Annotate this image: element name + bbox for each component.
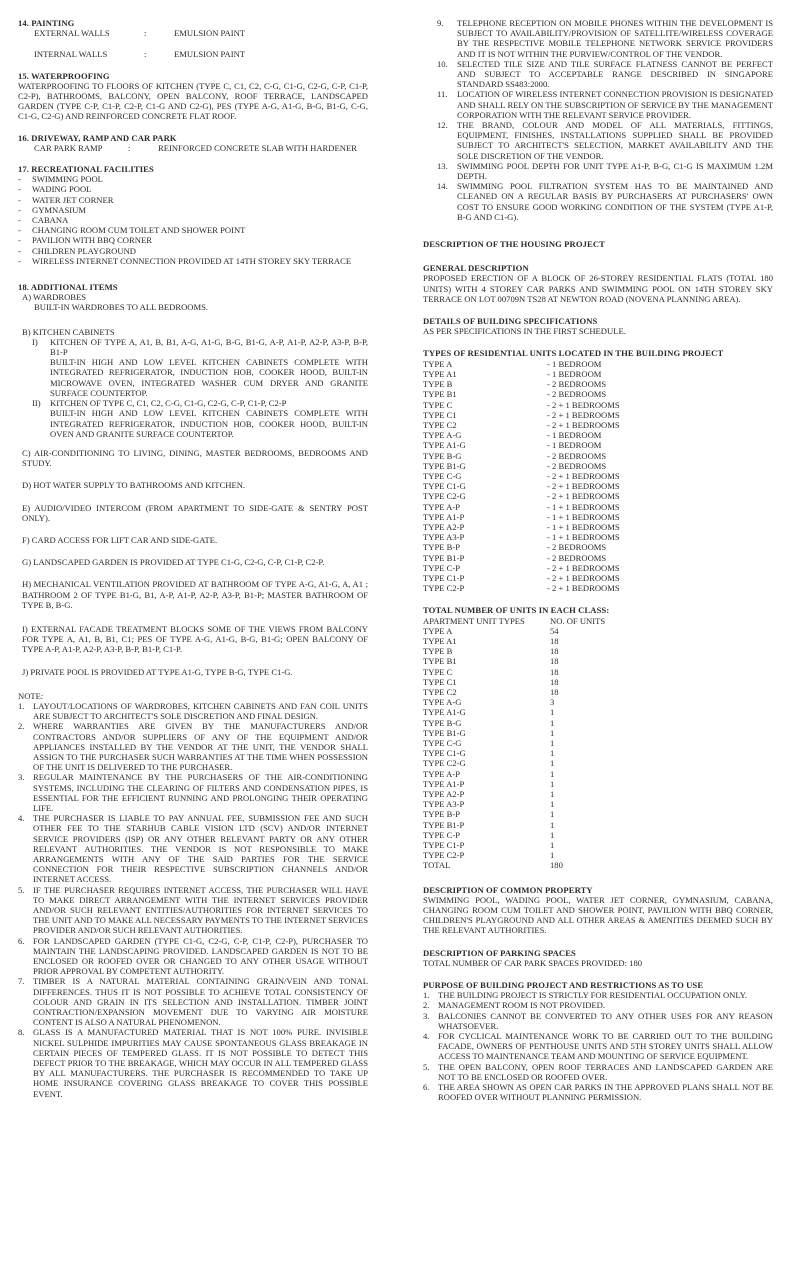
unit-type-cell: TYPE C1-G: [423, 481, 466, 492]
section-heading: GENERAL DESCRIPTION: [423, 263, 529, 274]
table-row: [423, 799, 773, 809]
list-item: 5. THE OPEN BALCONY, OPEN ROOF TERRACES AND LANDSCAPED GARDEN ARE NOT TO BE ENCLOSED OR ROOFED OVER.: [423, 1061, 773, 1082]
unit-value-cell: 1: [550, 748, 555, 759]
unit-type-cell: TOTAL: [423, 860, 451, 871]
item-a-title: A) WARDROBES: [22, 292, 87, 303]
unit-value-cell: - 2 + 1 BEDROOMS: [547, 491, 620, 502]
section-heading: TOTAL NUMBER OF UNITS IN EACH CLASS:: [423, 605, 610, 616]
unit-value-cell: - 1 BEDROOM: [547, 358, 602, 369]
section-text: TOTAL NUMBER OF CAR PARK SPACES PROVIDED: 180: [423, 957, 643, 968]
list-item: 3. BALCONIES CANNOT BE CONVERTED TO ANY OTHER USES FOR ANY REASON WHATSOEVER.: [423, 1010, 773, 1031]
section-heading: 16. DRIVEWAY, RAMP AND CAR PARK: [18, 132, 177, 143]
item-d: D) HOT WATER SUPPLY TO BATHROOMS AND KITCHEN.: [22, 480, 246, 491]
unit-value-cell: 18: [550, 676, 559, 687]
table-body: [423, 626, 773, 871]
table-row: [423, 359, 773, 369]
unit-value-cell: 1: [550, 768, 555, 779]
table-row: [423, 440, 773, 450]
note-item: 14. SWIMMING POOL FILTRATION SYSTEM HAS TO BE MAINTAINED AND CLEANED ON A REGULAR BASIS BY PURCHASERS AT PURCHASERS' OWN COST TO ENSURE GOOD WORKING CONDITION OF THE SYSTEM (TYPE A1-P, B-G AND C1-G).: [437, 181, 773, 222]
table-row: [423, 461, 773, 471]
note-item: 10. SELECTED TILE SIZE AND TILE SURFACE FLATNESS CANNOT BE PERFECT AND SUBJECT TO ACCEPTABLE RANGE DESCRIBED IN SINGAPORE STANDARD SS483:2000.: [437, 58, 773, 90]
unit-type-cell: TYPE A2-P: [423, 521, 465, 532]
unit-types: [423, 348, 773, 593]
unit-type-cell: TYPE C2-P: [423, 850, 465, 861]
list-item: - CHANGING ROOM CUM TOILET AND SHOWER POINT: [18, 225, 246, 236]
section-heading: 17. RECREATIONAL FACILITIES: [18, 164, 154, 175]
spec-row: [34, 143, 368, 153]
table-row: [423, 512, 773, 522]
unit-type-cell: TYPE A1-P: [423, 778, 465, 789]
unit-type-cell: TYPE C2-G: [423, 758, 466, 769]
note-item: 5. IF THE PURCHASER REQUIRES INTERNET ACCESS, THE PURCHASER WILL HAVE TO MAKE DIRECT ARRANGEMENT WITH THE INTERNET SERVICES PROVIDER AND/OR SUCH RELEVANT ENTITIES/AUTHORITIES FOR INTERNET SERVICES TO THE UNIT AND TO MAKE ALL NECESSARY PAYMENTS TO THE INTERNET SERVICES PROVIDER AND/OR SUCH RELEVANT AUTHORITIES.: [18, 884, 368, 936]
general-description: [423, 263, 773, 304]
painting-rows: [18, 28, 368, 59]
unit-type-cell: TYPE A1-G: [423, 707, 466, 718]
note-item: 2. WHERE WARRANTIES ARE GIVEN BY THE MANUFACTURERS AND/OR CONTRACTORS AND/OR SUPPLIERS OF ANY OF THE EQUIPMENT AND/OR APPLIANCES INSTALLED BY THE VENDOR AT THE UNIT, THE VENDOR SHALL ASSIGN TO THE PURCHASER SUCH WARRANTIES AT THE TIME WHEN POSSESSION OF THE UNIT IS DELIVERED TO THE PURCHASER.: [18, 721, 368, 773]
building-specifications: [423, 316, 773, 336]
purpose-list: [423, 990, 773, 1102]
unit-value-cell: 54: [550, 625, 559, 636]
table-row: [423, 677, 773, 687]
table-row: [423, 532, 773, 542]
table-row: [423, 563, 773, 573]
unit-value-cell: 180: [550, 860, 563, 871]
spec-row: [34, 49, 368, 59]
section-heading: 15. WATERPROOFING: [18, 70, 110, 81]
spec-colon: :: [144, 28, 147, 39]
unit-value-cell: 3: [550, 697, 555, 708]
unit-totals-table: [423, 616, 773, 871]
list-item: - WATER JET CORNER: [18, 194, 114, 205]
table-row: [423, 830, 773, 840]
roman-numeral: II): [32, 398, 41, 409]
note-item: 9. TELEPHONE RECEPTION ON MOBILE PHONES WITHIN THE DEVELOPMENT IS SUBJECT TO AVAILABILITY/PROVISION OF SATELLITE/WIRELESS COVERAGE BY THE RESPECTIVE MOBILE TELEPHONE NETWORK SERVICE PROVIDERS AND IT IS NOT WITHIN THE PURVIEW/CONTROL OF THE VENDOR.: [437, 18, 773, 59]
unit-type-cell: TYPE B-P: [423, 809, 461, 820]
unit-type-cell: TYPE A-G: [423, 697, 462, 708]
note-item: 1. LAYOUT/LOCATIONS OF WARDROBES, KITCHEN CABINETS AND FAN COIL UNITS ARE SUBJECT TO ARCHITECT'S SOLE DISCRETION AND FINAL DESIGN.: [18, 700, 368, 722]
note-item: 4. THE PURCHASER IS LIABLE TO PAY ANNUAL FEE, SUBMISSION FEE AND SUCH OTHER FEE TO THE STARHUB CABLE VISION LTD (SCV) AND/OR INTERNET SERVICE PROVIDERS (ISP) OR ANY OTHER RELEVANT PARTY OR ANY OTHER RELEVANT AUTHORITIES. THE VENDOR IS NOT RESPONSIBLE TO MAKE ARRANGEMENTS WITH ANY OF THE SAID PARTIES FOR THE SERVICE CONNECTION FOR THEIR RESPECTIVE SUBSCRIPTION CHANNELS AND/OR INTERNET ACCESS.: [18, 813, 368, 885]
unit-type-cell: TYPE C: [423, 399, 453, 410]
unit-type-cell: TYPE C2: [423, 686, 457, 697]
item-j: J) PRIVATE POOL IS PROVIDED AT TYPE A1-G, TYPE B-G, TYPE C1-G.: [22, 666, 293, 677]
unit-value-cell: - 1 + 1 BEDROOMS: [547, 501, 620, 512]
table-row: [423, 451, 773, 461]
unit-value-cell: - 1 + 1 BEDROOMS: [547, 521, 620, 532]
note-item: 6. FOR LANDSCAPED GARDEN (TYPE C1-G, C2-G, C-P, C1-P, C2-P), PURCHASER TO MAINTAIN THE LANDSCAPING PROVIDED. LANDSCAPED GARDEN IS NOT TO BE ENCLOSED OR ROOFED OVER OR CHANGED TO ANY OTHER USAGE WITHOUT PRIOR APPROVAL BY COMPETENT AUTHORITY.: [18, 935, 368, 977]
table-header: [423, 616, 773, 626]
item-c: C) AIR-CONDITIONING TO LIVING, DINING, MASTER BEDROOMS, BEDROOMS AND STUDY.: [22, 447, 368, 469]
unit-type-cell: TYPE B1-G: [423, 727, 466, 738]
table-row: [423, 687, 773, 697]
list-item: 4. FOR CYCLICAL MAINTENANCE WORK TO BE CARRIED OUT TO THE BUILDING FACADE, OWNERS OF PENTHOUSE UNITS AND 5TH STOREY UNITS SHALL ALLOW ACCESS TO MAINTENANCE TEAM AND MOUNTING OF SERVICE EQUIPMENT.: [423, 1031, 773, 1062]
table-row: [423, 718, 773, 728]
unit-value-cell: - 2 BEDROOMS: [547, 542, 607, 553]
section-text: AS PER SPECIFICATIONS IN THE FIRST SCHEDULE.: [423, 326, 626, 337]
list-item: - WADING POOL: [18, 184, 92, 195]
unit-value-cell: - 2 BEDROOMS: [547, 460, 607, 471]
unit-type-cell: TYPE A1: [423, 368, 457, 379]
unit-type-cell: TYPE B-G: [423, 717, 462, 728]
list-item: 2. MANAGEMENT ROOM IS NOT PROVIDED.: [423, 1000, 606, 1011]
list-item: - CABANA: [18, 215, 69, 226]
unit-type-cell: TYPE B-P: [423, 542, 461, 553]
table-row: [423, 400, 773, 410]
unit-type-cell: TYPE C2: [423, 419, 457, 430]
section-text: PROPOSED ERECTION OF A BLOCK OF 26-STOREY RESIDENTIAL FLATS (TOTAL 180 UNITS) WITH 4 STOREY CAR PARKS AND SWIMMING POOL ON 14TH STOREY SKY TERRACE ON LOT 00709N TS28 AT NEWTON ROAD (NOVENA PLANNING AREA).: [423, 273, 773, 304]
left-column: [18, 18, 368, 1099]
sub-text: BUILT-IN HIGH AND LOW LEVEL KITCHEN CABINETS COMPLETE WITH INTEGRATED REFRIGERATOR, INDUCTION HOB, COOKER HOOD, BUILT-IN OVEN AND GRANITE SURFACE COUNTERTOP.: [50, 408, 368, 439]
table-row: [423, 728, 773, 738]
list-item: - GYMNASIUM: [18, 204, 86, 215]
item-b-sub: [32, 337, 368, 398]
unit-value-cell: 1: [550, 758, 555, 769]
list-item: - SWIMMING POOL: [18, 174, 103, 185]
unit-type-cell: TYPE A-P: [423, 768, 461, 779]
unit-types-table: [423, 359, 773, 594]
unit-value-cell: - 2 BEDROOMS: [547, 450, 607, 461]
spec-value: EMULSION PAINT: [174, 49, 246, 60]
unit-value-cell: 1: [550, 717, 555, 728]
sub-title: KITCHEN OF TYPE C, C1, C2, C-G, C1-G, C2-G, C-P, C1-P, C2-P: [50, 398, 287, 409]
table-row: [423, 667, 773, 677]
unit-type-cell: TYPE B-G: [423, 450, 462, 461]
purpose-restrictions: [423, 980, 773, 1102]
table-row: [423, 430, 773, 440]
note-item: 11. LOCATION OF WIRELESS INTERNET CONNECTION PROVISION IS DESIGNATED AND SHALL RELY ON THE SUBSCRIPTION OF SERVICE BY THE MANAGEMENT CORPORATION WITH THE RELEVANT SERVICE PROVIDER.: [437, 89, 773, 120]
table-row: [423, 583, 773, 593]
unit-value-cell: - 2 BEDROOMS: [547, 379, 607, 390]
spec-key: EXTERNAL WALLS: [34, 28, 110, 39]
unit-type-cell: TYPE B1-P: [423, 552, 465, 563]
note-item: 3. REGULAR MAINTENANCE BY THE PURCHASERS OF THE AIR-CONDITIONING SYSTEMS, INCLUDING THE CLEARING OF FILTERS AND CONDENSATION PIPES, IS ESSENTIAL FOR THE EFFICIENT RUNNING AND PROLONGING THEIR OPERATING LIFE.: [18, 772, 368, 813]
spec-row: [34, 28, 368, 38]
table-row: [423, 471, 773, 481]
unit-type-cell: TYPE B: [423, 646, 453, 657]
list-item: - PAVILION WITH BBQ CORNER: [18, 235, 152, 246]
unit-type-cell: TYPE B1-G: [423, 460, 466, 471]
unit-type-cell: TYPE C2-G: [423, 491, 466, 502]
table-row: [423, 573, 773, 583]
common-property: [423, 885, 773, 936]
note-list: [18, 701, 368, 1099]
spec-key: CAR PARK RAMP: [34, 142, 103, 153]
unit-value-cell: 18: [550, 666, 559, 677]
table-row: [423, 850, 773, 860]
unit-value-cell: 1: [550, 778, 555, 789]
list-item: 1. THE BUILDING PROJECT IS STRICTLY FOR RESIDENTIAL OCCUPATION ONLY.: [423, 990, 748, 1001]
unit-value-cell: - 2 + 1 BEDROOMS: [547, 572, 620, 583]
unit-value-cell: - 2 + 1 BEDROOMS: [547, 470, 620, 481]
table-row: [423, 491, 773, 501]
unit-type-cell: TYPE B1: [423, 389, 457, 400]
unit-type-cell: TYPE C-P: [423, 829, 461, 840]
unit-type-cell: TYPE C1-G: [423, 748, 466, 759]
unit-type-cell: TYPE C1: [423, 409, 457, 420]
unit-value-cell: - 2 + 1 BEDROOMS: [547, 583, 620, 594]
table-row: [423, 758, 773, 768]
item-i: I) EXTERNAL FACADE TREATMENT BLOCKS SOME OF THE VIEWS FROM BALCONY FOR TYPE A, A1, B, B1, C1; PES OF TYPE A-G, A1-G, B-G, B1-G; OPEN BALCONY OF TYPE A-P, A1-P, A2-P, A3-P, B-P, B1-P, C1-P.: [22, 623, 368, 655]
spec-value: EMULSION PAINT: [174, 28, 246, 39]
list-item: - CHILDREN PLAYGROUND: [18, 245, 137, 256]
unit-value-cell: 1: [550, 707, 555, 718]
unit-value-cell: 18: [550, 635, 559, 646]
sub-title: KITCHEN OF TYPE A, A1, B, B1, A-G, A1-G, B-G, B1-G, A-P, A1-P, A2-P, A3-P, B-P, B1-P: [50, 336, 368, 358]
table-row: [423, 809, 773, 819]
section-text: WATERPROOFING TO FLOORS OF KITCHEN (TYPE C, C1, C2, C-G, C1-G, C2-G, C-P, C1-P, C2-P), BATHROOMS, BALCONY, OPEN BALCONY, ROOF TERRACE, LANDSCAPED GARDEN (TYPE C-P, C1-P, C2-P, C1-G AND C2-G), PES (TYPE A-G, A1-G, B-G, B1-G, C-G, C1-G, C2-G) AND REINFORCED CONCRETE FLAT ROOF.: [18, 80, 368, 122]
note-item: 12. THE BRAND, COLOUR AND MODEL OF ALL MATERIALS, FITTINGS, EQUIPMENT, FINISHES, INSTALLATIONS SUPPLIED SHALL BE PROVIDED SUBJECT TO ARCHITECT'S SELECTION, MARKET AVAILABILITY AND THE SOLE DISCRETION OF THE VENDOR.: [437, 120, 773, 161]
unit-value-cell: - 1 BEDROOM: [547, 440, 602, 451]
unit-value-cell: 18: [550, 686, 559, 697]
unit-value-cell: - 2 BEDROOMS: [547, 552, 607, 563]
sub-text: BUILT-IN HIGH AND LOW LEVEL KITCHEN CABINETS COMPLETE WITH INTEGRATED REFRIGERATOR, INDUCTION HOB, COOKER HOOD, BUILT-IN MICROWAVE OVEN, INTEGRATED WASHER CUM DRYER AND GRANITE SURFACE COUNTERTOP.: [50, 357, 368, 398]
table-row: [423, 636, 773, 646]
item-g: G) LANDSCAPED GARDEN IS PROVIDED AT TYPE C1-G, C2-G, C-P, C1-P, C2-P.: [22, 557, 325, 568]
unit-value-cell: 1: [550, 738, 555, 748]
unit-type-cell: TYPE C1: [423, 676, 457, 687]
unit-value-cell: - 2 + 1 BEDROOMS: [547, 419, 620, 430]
list-item: - WIRELESS INTERNET CONNECTION PROVIDED AT 14TH STOREY SKY TERRACE: [18, 255, 352, 266]
table-row: [423, 707, 773, 717]
table-row: [423, 697, 773, 707]
unit-type-cell: TYPE B1: [423, 656, 457, 667]
spec-key: INTERNAL WALLS: [34, 49, 108, 60]
section-text: SWIMMING POOL, WADING POOL, WATER JET CORNER, GYMNASIUM, CABANA, CHANGING ROOM CUM TOILET AND SHOWER POINT, PAVILION WITH BBQ CORNER, CHILDREN'S PLAYGROUND AND ALL OTHER AREAS & AMENITIES DEEMED SUCH BY THE RELEVANT AUTHORITIES.: [423, 894, 773, 936]
column-header: NO. OF UNITS: [550, 615, 606, 626]
unit-type-cell: TYPE A1-P: [423, 511, 465, 522]
unit-type-cell: TYPE B1-P: [423, 819, 465, 830]
facility-list: [18, 174, 368, 266]
roman-numeral: I): [32, 336, 38, 347]
table-row: [423, 789, 773, 799]
unit-value-cell: 18: [550, 646, 559, 657]
unit-value-cell: 1: [550, 850, 555, 861]
unit-type-cell: TYPE C: [423, 666, 453, 677]
unit-value-cell: - 2 + 1 BEDROOMS: [547, 409, 620, 420]
unit-value-cell: - 2 + 1 BEDROOMS: [547, 399, 620, 410]
note-heading: NOTE:: [18, 690, 44, 701]
unit-value-cell: - 2 + 1 BEDROOMS: [547, 481, 620, 492]
list-item: 6. THE AREA SHOWN AS OPEN CAR PARKS IN THE APPROVED PLANS SHALL NOT BE ROOFED OVER WITHOUT PLANNING PERMISSION.: [423, 1082, 773, 1103]
note-item: 13. SWIMMING POOL DEPTH FOR UNIT TYPE A1-P, B-G, C1-G IS MAXIMUM 1.2M DEPTH.: [437, 160, 773, 182]
unit-type-cell: TYPE A: [423, 625, 453, 636]
unit-value-cell: - 1 + 1 BEDROOMS: [547, 532, 620, 543]
section-heading: DESCRIPTION OF PARKING SPACES: [423, 947, 576, 958]
unit-value-cell: - 1 BEDROOM: [547, 430, 602, 441]
unit-type-cell: TYPE C-G: [423, 738, 462, 748]
table-row: [423, 542, 773, 552]
unit-type-cell: TYPE C1-P: [423, 840, 465, 851]
table-row: [423, 369, 773, 379]
table-row: [423, 779, 773, 789]
unit-type-cell: TYPE C-G: [423, 470, 462, 481]
unit-value-cell: 1: [550, 799, 555, 810]
item-b-title: B) KITCHEN CABINETS: [22, 326, 115, 337]
unit-totals: [423, 605, 773, 870]
table-row: [423, 820, 773, 830]
section-driveway: [18, 133, 368, 153]
item-a-text: BUILT-IN WARDROBES TO ALL BEDROOMS.: [34, 302, 209, 313]
unit-value-cell: - 2 + 1 BEDROOMS: [547, 562, 620, 573]
unit-type-cell: TYPE B: [423, 379, 453, 390]
unit-value-cell: 18: [550, 656, 559, 667]
housing-heading: DESCRIPTION OF THE HOUSING PROJECT: [423, 239, 605, 250]
table-row: [423, 656, 773, 666]
spec-colon: :: [144, 49, 147, 60]
unit-value-cell: 1: [550, 819, 555, 830]
spec-colon: :: [128, 142, 131, 153]
unit-type-cell: TYPE A-G: [423, 430, 462, 441]
unit-value-cell: 1: [550, 789, 555, 800]
section-heading: 14. PAINTING: [18, 18, 75, 28]
unit-type-cell: TYPE A1: [423, 635, 457, 646]
section-painting: [18, 18, 368, 60]
section-heading: DESCRIPTION OF COMMON PROPERTY: [423, 884, 593, 895]
column-header: APARTMENT UNIT TYPES: [423, 615, 525, 626]
section-heading: DETAILS OF BUILDING SPECIFICATIONS: [423, 316, 598, 327]
unit-type-cell: TYPE C1-P: [423, 572, 465, 583]
section-recreational: [18, 164, 368, 266]
table-row: [423, 410, 773, 420]
unit-value-cell: 1: [550, 840, 555, 851]
table-row: [423, 626, 773, 636]
unit-value-cell: - 1 BEDROOM: [547, 368, 602, 379]
table-row: [423, 748, 773, 758]
table-row: [423, 420, 773, 430]
section-additional: [18, 282, 368, 677]
table-row: [423, 769, 773, 779]
table-row: [423, 646, 773, 656]
table-row: [423, 738, 773, 748]
unit-value-cell: 1: [550, 727, 555, 738]
note-item: 8. GLASS IS A MANUFACTURED MATERIAL THAT IS NOT 100% PURE. INVISIBLE NICKEL SULPHIDE IMPURITIES MAY CAUSE SPONTANEOUS GLASS BREAKAGE IN CERTAIN PIECES OF TEMPERED GLASS. IT IS NOT POSSIBLE TO DETECT THIS DEFECT PRIOR TO THE BREAKAGE, WHICH MAY OCCUR IN ALL TEMPERED GLASS BY ALL MANUFACTURERS. THE PURCHASER IS RECOMMENDED TO TAKE UP HOME INSURANCE COVERING GLASS BREAKAGE TO COVER THIS POSSIBLE EVENT.: [18, 1027, 368, 1099]
table-row: [423, 522, 773, 532]
unit-type-cell: TYPE A3-P: [423, 532, 465, 543]
note-item: 7. TIMBER IS A NATURAL MATERIAL CONTAINING GRAIN/VEIN AND TONAL DIFFERENCES. THUS IT IS NOT POSSIBLE TO ACHIEVE TOTAL CONSISTENCY OF COLOUR AND GRAIN IN ITS SELECTION AND INSTALLATION. TIMBER JOINT CONTRACTION/EXPANSION MOVEMENT DUE TO VARYING AIR MOISTURE CONTENT IS ALSO A NATURAL PHENOMENON.: [18, 976, 368, 1028]
table-row: [423, 481, 773, 491]
unit-type-cell: TYPE A2-P: [423, 789, 465, 800]
unit-type-cell: TYPE A1-G: [423, 440, 466, 451]
unit-value-cell: - 1 + 1 BEDROOMS: [547, 511, 620, 522]
unit-value-cell: - 2 BEDROOMS: [547, 389, 607, 400]
spec-value: REINFORCED CONCRETE SLAB WITH HARDENER: [158, 142, 357, 153]
table-row: [423, 553, 773, 563]
section-note: [18, 691, 368, 1099]
section-heading: 18. ADDITIONAL ITEMS: [18, 282, 118, 293]
table-row: [423, 379, 773, 389]
item-f: F) CARD ACCESS FOR LIFT CAR AND SIDE-GATE.: [22, 534, 218, 545]
table-row: [423, 860, 773, 870]
right-column: [423, 18, 773, 1103]
unit-value-cell: 1: [550, 829, 555, 840]
section-waterproofing: [18, 71, 368, 122]
item-h: H) MECHANICAL VENTILATION PROVIDED AT BATHROOM OF TYPE A-G, A1-G, A, A1 ; BATHROOM 2 OF TYPE B1-G, B1, A-P, A1-P, A2-P, A3-P, B1-P; MASTER BATHROOM OF TYPE B, B-G.: [22, 579, 368, 610]
item-e: E) AUDIO/VIDEO INTERCOM (FROM APARTMENT TO SIDE-GATE & SENTRY POST ONLY).: [22, 502, 368, 523]
section-heading: TYPES OF RESIDENTIAL UNITS LOCATED IN THE BUILDING PROJECT: [423, 348, 724, 359]
unit-type-cell: TYPE A: [423, 358, 453, 369]
item-b-sub: [32, 398, 368, 439]
note-list-continued: [437, 18, 773, 222]
table-row: [423, 502, 773, 512]
parking-spaces: [423, 948, 773, 968]
table-row: [423, 389, 773, 399]
unit-type-cell: TYPE A3-P: [423, 799, 465, 810]
unit-type-cell: TYPE A-P: [423, 501, 461, 512]
section-heading: PURPOSE OF BUILDING PROJECT AND RESTRICTIONS AS TO USE: [423, 980, 704, 991]
unit-type-cell: TYPE C2-P: [423, 583, 465, 594]
unit-type-cell: TYPE C-P: [423, 562, 461, 573]
unit-value-cell: 1: [550, 809, 555, 820]
table-row: [423, 840, 773, 850]
